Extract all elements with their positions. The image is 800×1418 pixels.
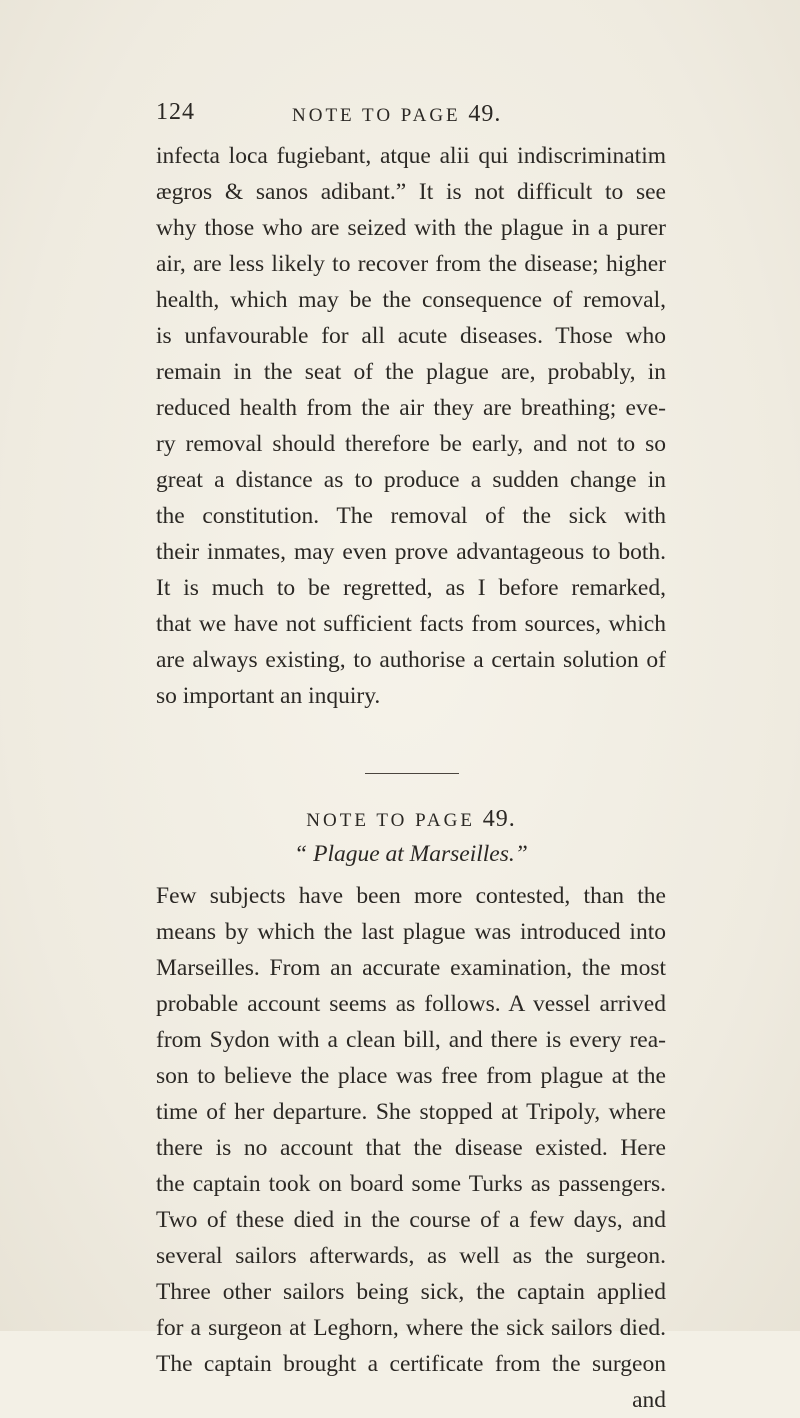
text-line: is unfavourable for all acute diseases. Those who [156,323,666,349]
text-line: It is much to be regretted, as I before remarked, [156,575,666,601]
running-head [292,101,501,128]
text-line: means by which the last plague was introduced into [156,919,666,945]
text-line: air, are less likely to recover from the disease; higher [156,251,666,277]
text-line: ægros & sanos adibant.” It is not difficult to see [156,179,666,205]
text-line: ry removal should therefore be early, and not to so [156,431,666,457]
text-line: reduced health from the air they are breathing; eve- [156,395,666,421]
page-number: 124 [156,99,195,125]
text-line: The captain brought a certificate from the surgeon [156,1351,666,1377]
catchword: and [632,1387,666,1413]
text-line: several sailors afterwards, as well as the surgeon. [156,1243,666,1269]
text-line: son to believe the place was free from plague at the [156,1063,666,1089]
running-head-label: NOTE TO PAGE [292,105,461,126]
text-line: Marseilles. From an accurate examination, the most [156,955,666,981]
section-heading-label: NOTE TO PAGE [306,810,475,831]
text-line: time of her departure. She stopped at Tripoly, where [156,1099,666,1125]
text-line: so important an inquiry. [156,683,381,709]
running-head-number: 49. [468,101,502,127]
text-line: that we have not sufficient facts from sources, which [156,611,666,637]
text-line: Three other sailors being sick, the captain applied [156,1279,666,1305]
section-divider [365,773,459,774]
text-line: why those who are seized with the plague in a purer [156,215,666,241]
text-line: Two of these died in the course of a few days, and [156,1207,666,1233]
text-line: remain in the seat of the plague are, probably, in [156,359,666,385]
text-line: great a distance as to produce a sudden change in [156,467,666,493]
text-line: their inmates, may even prove advantageous to both. [156,539,666,565]
text-line: Few subjects have been more contested, than the [156,883,666,909]
text-line: health, which may be the consequence of removal, [156,287,666,313]
page-header [156,99,666,131]
text-line: are always existing, to authorise a certain solution of [156,647,666,673]
section-subtitle: “ Plague at Marseilles.” [294,841,528,867]
paragraph-main [156,878,666,1418]
section-heading [156,806,666,833]
text-line: the constitution. The removal of the sick with [156,503,666,529]
text-line: from Sydon with a clean bill, and there is every rea- [156,1027,666,1053]
text-line: for a surgeon at Leghorn, where the sick sailors died. [156,1315,666,1341]
paragraph-continued [156,138,666,714]
text-line: probable account seems as follows. A vessel arrived [156,991,666,1017]
text-line: infecta loca fugiebant, atque alii qui indiscriminatim [156,143,666,169]
section-heading-number: 49. [482,806,516,832]
text-line: the captain took on board some Turks as passengers. [156,1171,666,1197]
text-line: there is no account that the disease existed. Here [156,1135,666,1161]
